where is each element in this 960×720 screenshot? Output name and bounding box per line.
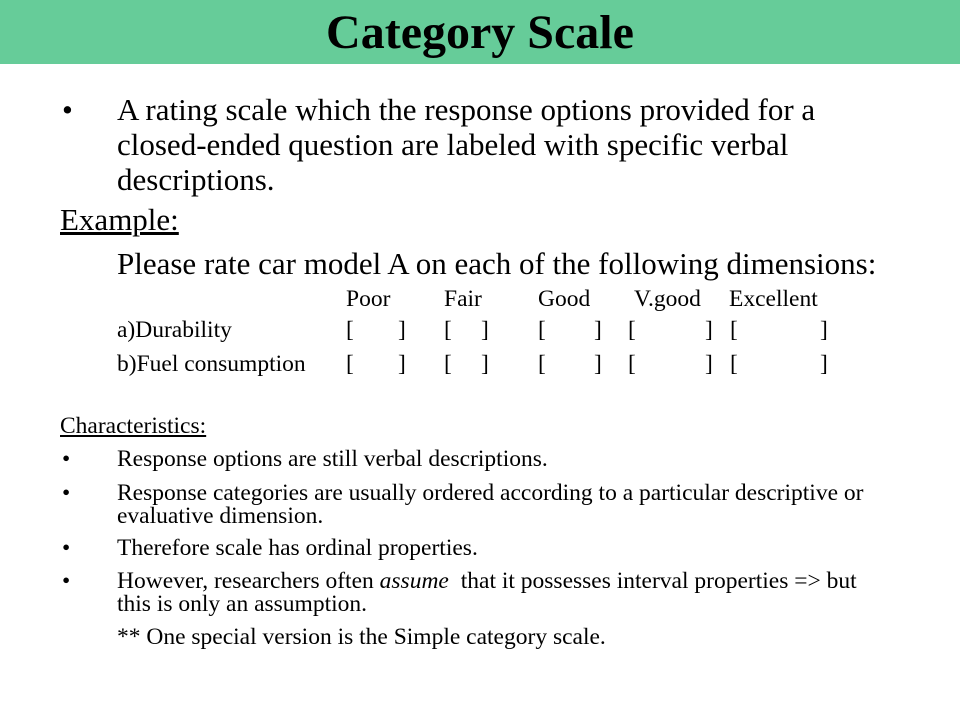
scale-item-label: b)Fuel consumption [117,351,306,377]
slide-title: Category Scale [326,6,634,59]
scale-option-fair: Fair [444,286,482,312]
definition-line: closed-ended question are labeled with specific verbal [117,127,789,162]
scale-item-label: a)Durability [117,317,232,343]
title-bar [0,0,960,64]
special-version-note: ** One special version is the Simple category scale. [117,624,606,650]
bracket-open: [ [346,317,354,343]
bracket-open: [ [730,351,738,377]
bracket-open: [ [444,351,452,377]
bullet-marker: • [62,446,71,472]
scale-header-row [0,288,960,312]
characteristic-text: However, researchers often [117,568,374,594]
characteristic-line: this is only an assumption. [117,591,368,617]
bracket-close: ] [481,351,489,377]
bullet-marker: • [62,568,71,594]
bracket-close: ] [820,351,828,377]
example-prompt: Please rate car model A on each of the following dimensions: [117,246,877,281]
scale-option-very-good: V.good [634,286,701,312]
characteristics-heading: Characteristics: [60,413,207,439]
bullet-marker: • [62,480,71,506]
example-heading: Example: [60,202,179,237]
bracket-open: [ [628,317,636,343]
scale-option-poor: Poor [346,286,391,312]
bracket-open: [ [628,351,636,377]
definition-line: A rating scale which the response options provided for a [117,92,816,127]
scale-option-good: Good [538,286,591,312]
emphasized-term: assume [379,568,449,594]
bullet-marker: • [62,92,73,127]
scale-option-excellent: Excellent [729,286,818,312]
characteristic-line: Response categories are usually ordered according to a particular descriptive or [117,480,864,506]
bracket-close: ] [705,351,713,377]
scale-item-row [0,319,960,343]
bracket-open: [ [444,317,452,343]
characteristic-text: that it possesses interval properties => but [460,568,857,594]
bracket-close: ] [594,317,602,343]
characteristic-line [117,570,857,594]
characteristic-line: Response options are still verbal descriptions. [117,446,548,472]
bracket-open: [ [538,351,546,377]
bracket-close: ] [398,351,406,377]
characteristic-line: evaluative dimension. [117,503,324,529]
bracket-close: ] [481,317,489,343]
characteristic-line: Therefore scale has ordinal properties. [117,535,478,561]
bullet-marker: • [62,535,71,561]
bracket-open: [ [346,351,354,377]
definition-line: descriptions. [117,162,275,197]
bracket-close: ] [820,317,828,343]
scale-item-row [0,353,960,377]
bracket-open: [ [538,317,546,343]
bracket-open: [ [730,317,738,343]
bracket-close: ] [705,317,713,343]
bracket-close: ] [398,317,406,343]
bracket-close: ] [594,351,602,377]
